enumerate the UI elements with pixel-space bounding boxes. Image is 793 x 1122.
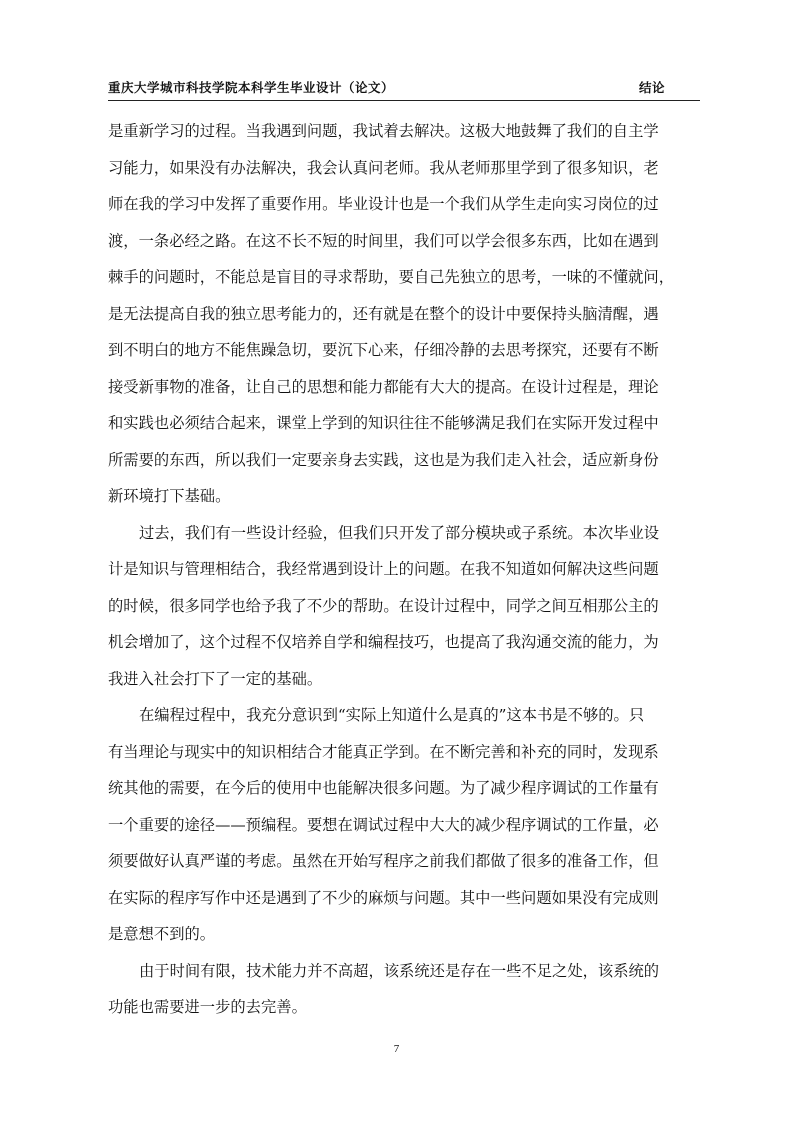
text-line: 的时候，很多同学也给予我了不少的帮助。在设计过程中，同学之间互相那公主的	[108, 596, 659, 615]
text-line: 师在我的学习中发挥了重要作用。毕业设计也是一个我们从学生走向实习岗位的过	[108, 195, 659, 213]
text-line: 新环境打下基础。	[108, 487, 231, 505]
text-line: 到不明白的地方不能焦躁急切，要沉下心来，仔细冷静的去思考探究，还要有不断	[108, 341, 659, 359]
text-line: 渡，一条必经之路。在这不长不短的时间里，我们可以学会很多东西，比如在遇到	[108, 231, 659, 250]
text-line: 是意想不到的。	[108, 925, 216, 943]
text-line: 过去，我们有一些设计经验，但我们只开发了部分模块或子系统。本次毕业设	[139, 523, 660, 542]
text-line: 在编程过程中，我充分意识到“实际上知道什么是真的”这本书是不够的。只	[139, 706, 645, 724]
text-line: 是无法提高自我的独立思考能力的，还有就是在整个的设计中要保持头脑清醒，遇	[108, 304, 659, 323]
text-line: 接受新事物的准备，让自己的思想和能力都能有大大的提高。在设计过程是，理论	[108, 377, 659, 396]
body-text	[108, 113, 700, 1026]
paragraph	[108, 113, 700, 515]
text-line: 和实践也必须结合起来，课堂上学到的知识往往不能够满足我们在实际开发过程中	[108, 414, 659, 432]
header-section: 结论	[638, 80, 665, 95]
paragraph	[108, 953, 700, 1026]
text-line: 是重新学习的过程。当我遇到问题，我试着去解决。这极大地鼓舞了我们的自主学	[108, 122, 659, 140]
paragraph	[108, 697, 700, 953]
paragraph	[108, 515, 700, 698]
text-line: 须要做好认真严谨的考虑。虽然在开始写程序之前我们都做了很多的准备工作，但	[108, 852, 659, 870]
page-header	[108, 78, 700, 96]
text-line: 习能力，如果没有办法解决，我会认真问老师。我从老师那里学到了很多知识，老	[108, 158, 659, 177]
text-line: 统其他的需要，在今后的使用中也能解决很多问题。为了减少程序调试的工作量有	[108, 779, 659, 797]
text-line: 在实际的程序写作中还是遇到了不少的麻烦与问题。其中一些问题如果没有完成则	[108, 888, 659, 907]
text-line: 一个重要的途径——预编程。要想在调试过程中大大的减少程序调试的工作量，必	[108, 815, 659, 834]
header-title: 重庆大学城市科技学院本科学生毕业设计（论文）	[108, 80, 395, 95]
page-number: 7	[393, 1043, 400, 1055]
text-line: 由于时间有限，技术能力并不高超，该系统还是存在一些不足之处，该系统的	[139, 961, 660, 980]
text-line: 我进入社会打下了一定的基础。	[108, 669, 323, 688]
text-line: 棘手的问题时，不能总是盲目的寻求帮助，要自己先独立的思考，一味的不懂就问，	[108, 268, 674, 286]
text-line: 计是知识与管理相结合，我经常遇到设计上的问题。在我不知道如何解决这些问题	[108, 560, 659, 578]
header-divider	[108, 100, 700, 101]
text-line: 机会增加了，这个过程不仅培养自学和编程技巧，也提高了我沟通交流的能力，为	[108, 633, 659, 651]
text-line: 所需要的东西，所以我们一定要亲身去实践，这也是为我们走入社会，适应新身份	[108, 450, 659, 469]
text-line: 功能也需要进一步的去完善。	[108, 998, 307, 1016]
text-line: 有当理论与现实中的知识相结合才能真正学到。在不断完善和补充的同时，发现系	[108, 742, 659, 761]
